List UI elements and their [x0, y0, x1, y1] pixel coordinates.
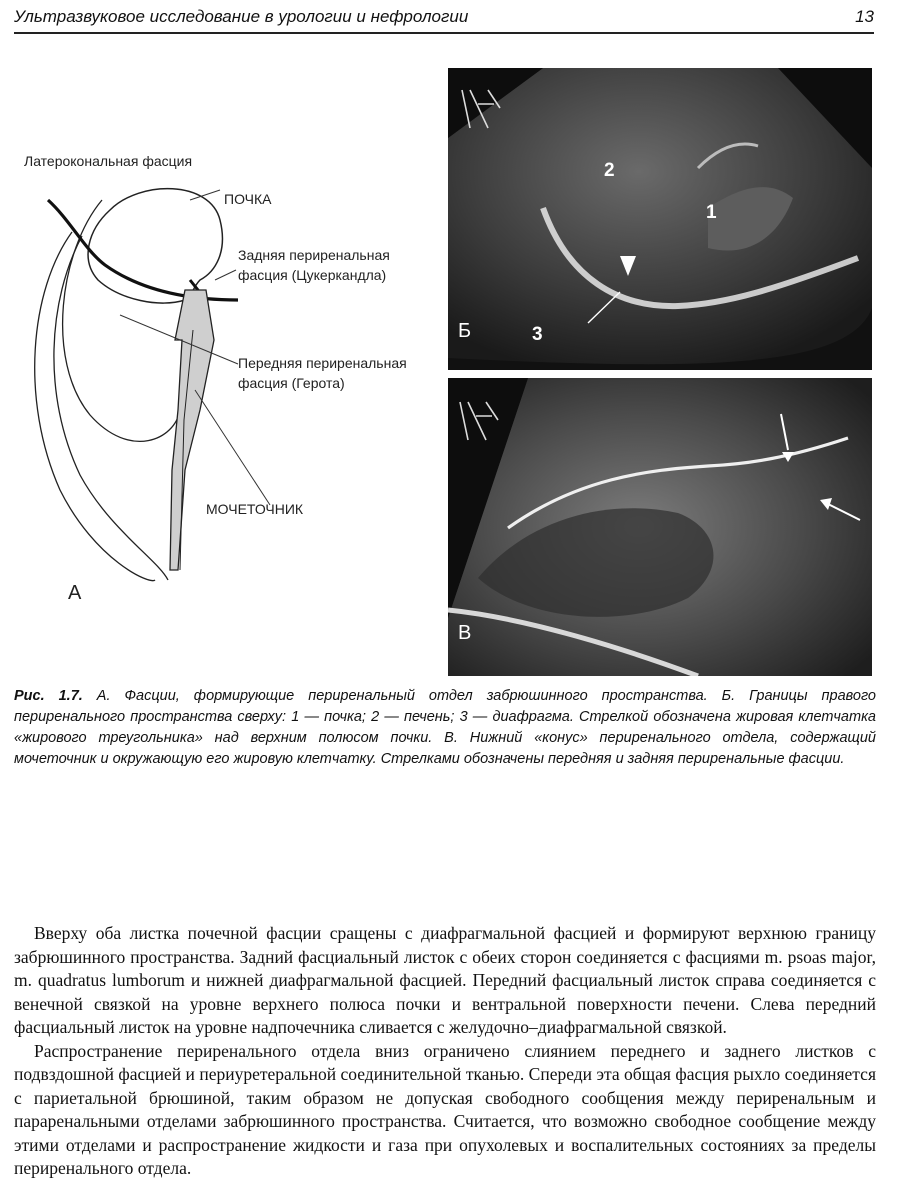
anterior-fascia-label-2: фасция (Герота) — [238, 375, 345, 391]
posterior-fascia-label-2: фасция (Цукеркандла) — [238, 267, 387, 283]
kidney-label: ПОЧКА — [224, 191, 272, 207]
anterior-fascia-label-1: Передняя периренальная — [238, 355, 407, 371]
marker-3: 3 — [532, 324, 543, 345]
ultrasound-b-image — [448, 68, 872, 370]
ultrasound-panel-b — [448, 68, 872, 370]
posterior-fascia-label-1: Задняя периренальная — [238, 247, 390, 263]
ultrasound-panel-v — [448, 378, 872, 676]
paragraph-1: Вверху оба листка почечной фасции сращены с диафрагмальной фасцией и формируют верхнюю границу забрюшинного пространства. Задний фасциальный листок с обеих сторон соединяется с фасциями m. psoas major, m. quadratus lumborum и нижней диафрагмальной фасцией. Передний фасциальный листок справа соединяется с венечной связкой на уровне верхнего полюса почки и вентральной поверхности печени. Слева передний фасциальный листок на уровне надпочечника сливается с желудочно–диафрагмальной связкой. — [14, 923, 876, 1037]
caption-text: А. Фасции, формирующие периренальный отдел забрюшинного пространства. Б. Границы правого периренального пространства сверху: 1 — почка; 2 — печень; 3 — диафрагма. Стрелкой обозначена жировая клетчатка «жирового треугольника» над верхним полюсом почки. В. Нижний «конус» периренального отдела, содержащий мочеточник и окружающую его жировую клетчатку. Стрелками обозначены передняя и задняя периренальные фасции. — [14, 688, 876, 767]
panel-a-letter: А — [68, 582, 82, 604]
fascia-drawing — [10, 140, 440, 620]
running-title: Ультразвуковое исследование в урологии и нефрологии — [14, 7, 469, 26]
figure-caption — [14, 686, 876, 770]
panel-b-letter: Б — [458, 320, 472, 342]
marker-1: 1 — [706, 202, 717, 223]
paragraph-2: Распространение периренального отдела вниз ограничено слиянием переднего и заднего листков с подвздошной фасцией и периуретеральной соединительной тканью. Спереди эта общая фасция рыхло соединяется с париетальной брюшиной, таким образом не допуская свободного сообщения между периренальным и параренальными отделами забрюшинного пространства. Считается, что возможно свободное сообщение между этими отделами и распространение жидкости и газа при опухолевых и воспалительных состояниях за пределы периренального отдела. — [14, 1040, 876, 1178]
page-header — [14, 4, 874, 34]
caption-label: Рис. 1.7. — [14, 688, 83, 704]
lateroconal-label: Латерокональная фасция — [24, 153, 193, 169]
ultrasound-v-image — [448, 378, 872, 676]
marker-2: 2 — [604, 160, 615, 181]
fascia-diagram — [10, 140, 440, 620]
panel-v-letter: В — [458, 622, 472, 644]
body-text — [14, 922, 876, 1181]
ureter-label: МОЧЕТОЧНИК — [206, 501, 304, 517]
page-number: 13 — [855, 7, 874, 26]
